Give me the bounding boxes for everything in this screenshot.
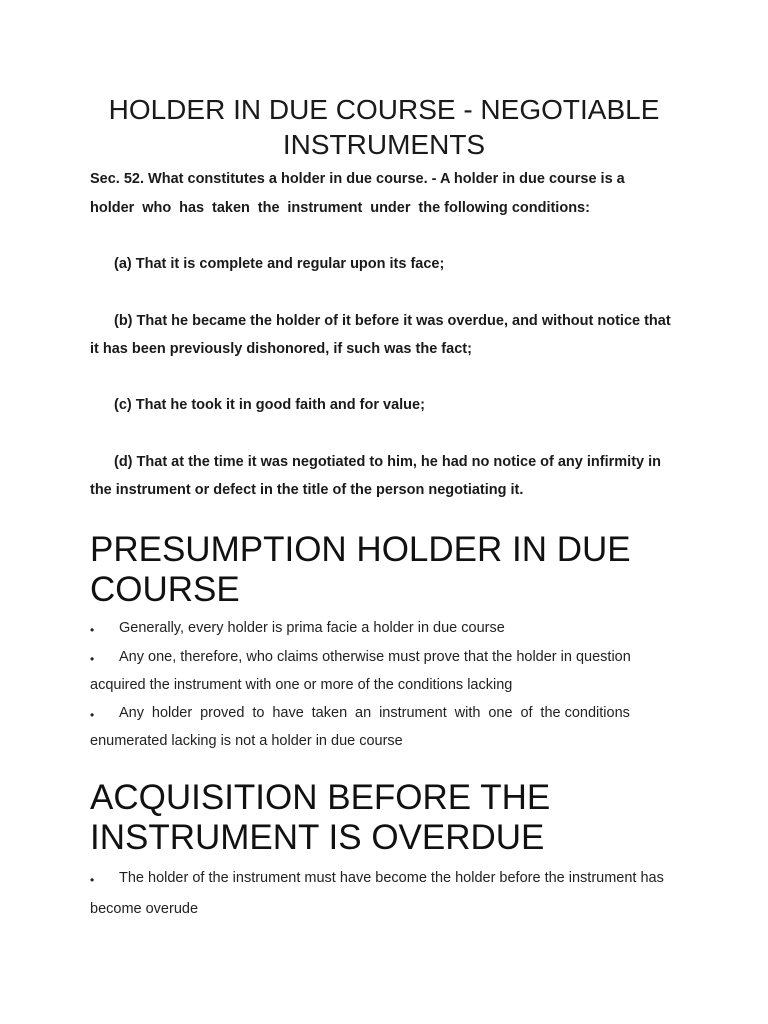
word: Any (119, 705, 144, 721)
condition-b-line2: it has been previously dishonored, if such was the fact; (90, 341, 472, 357)
word: the (257, 200, 280, 216)
presumption-item-2-line2: acquired the instrument with one or more of the conditions lacking (90, 677, 513, 693)
condition-b-line1: (b) That he became the holder of it before it was overdue, and without notice that (114, 313, 671, 329)
word: taken (311, 705, 348, 721)
acquisition-item-1-line1: The holder of the instrument must have become the holder before the instrument has (119, 870, 664, 886)
presumption-heading (90, 530, 710, 610)
word: taken (211, 200, 250, 216)
bullet-icon: • (90, 873, 95, 887)
word: holder (151, 705, 193, 721)
condition-d-line2: the instrument or defect in the title of the person negotiating it. (90, 482, 524, 498)
condition-c: (c) That he took it in good faith and for value; (114, 397, 425, 413)
heading-line: ACQUISITION BEFORE THE (90, 778, 551, 817)
presumption-item-3-line2: enumerated lacking is not a holder in due course (90, 733, 403, 749)
word: to (252, 705, 265, 721)
document-title: HOLDER IN DUE COURSE - NEGOTIABLE INSTRUMENTS (108, 94, 660, 160)
word: who (142, 200, 172, 216)
word: proved (200, 705, 245, 721)
word: of (520, 705, 533, 721)
condition-d-line1: (d) That at the time it was negotiated to him, he had no notice of any infirmity in (114, 454, 661, 470)
heading-line: COURSE (90, 570, 240, 609)
word: an (355, 705, 372, 721)
bullet-icon: • (90, 623, 95, 637)
presumption-item-2-line1: Any one, therefore, who claims otherwise must prove that the holder in question (119, 649, 631, 665)
word: with (454, 705, 481, 721)
presumption-item-3-line1 (119, 705, 630, 721)
word: have (272, 705, 304, 721)
word: under (370, 200, 411, 216)
bullet-icon: • (90, 652, 95, 666)
word: the conditions (540, 705, 630, 721)
word: the following conditions: (418, 200, 590, 216)
bullet-icon: • (90, 708, 95, 722)
word: instrument (379, 705, 447, 721)
presumption-item-1: Generally, every holder is prima facie a holder in due course (119, 620, 505, 636)
acquisition-heading (90, 778, 710, 858)
condition-a: (a) That it is complete and regular upon its face; (114, 256, 445, 272)
acquisition-item-1-line2: become overude (90, 901, 199, 917)
sec52-line1: Sec. 52. What constitutes a holder in due course. - A holder in due course is a (90, 171, 625, 187)
sec52-line2 (90, 200, 590, 216)
word: has (179, 200, 205, 216)
heading-line: INSTRUMENT IS OVERDUE (90, 818, 545, 857)
word: instrument (287, 200, 363, 216)
word: holder (90, 200, 135, 216)
word: one (488, 705, 513, 721)
heading-line: PRESUMPTION HOLDER IN DUE (90, 530, 631, 569)
